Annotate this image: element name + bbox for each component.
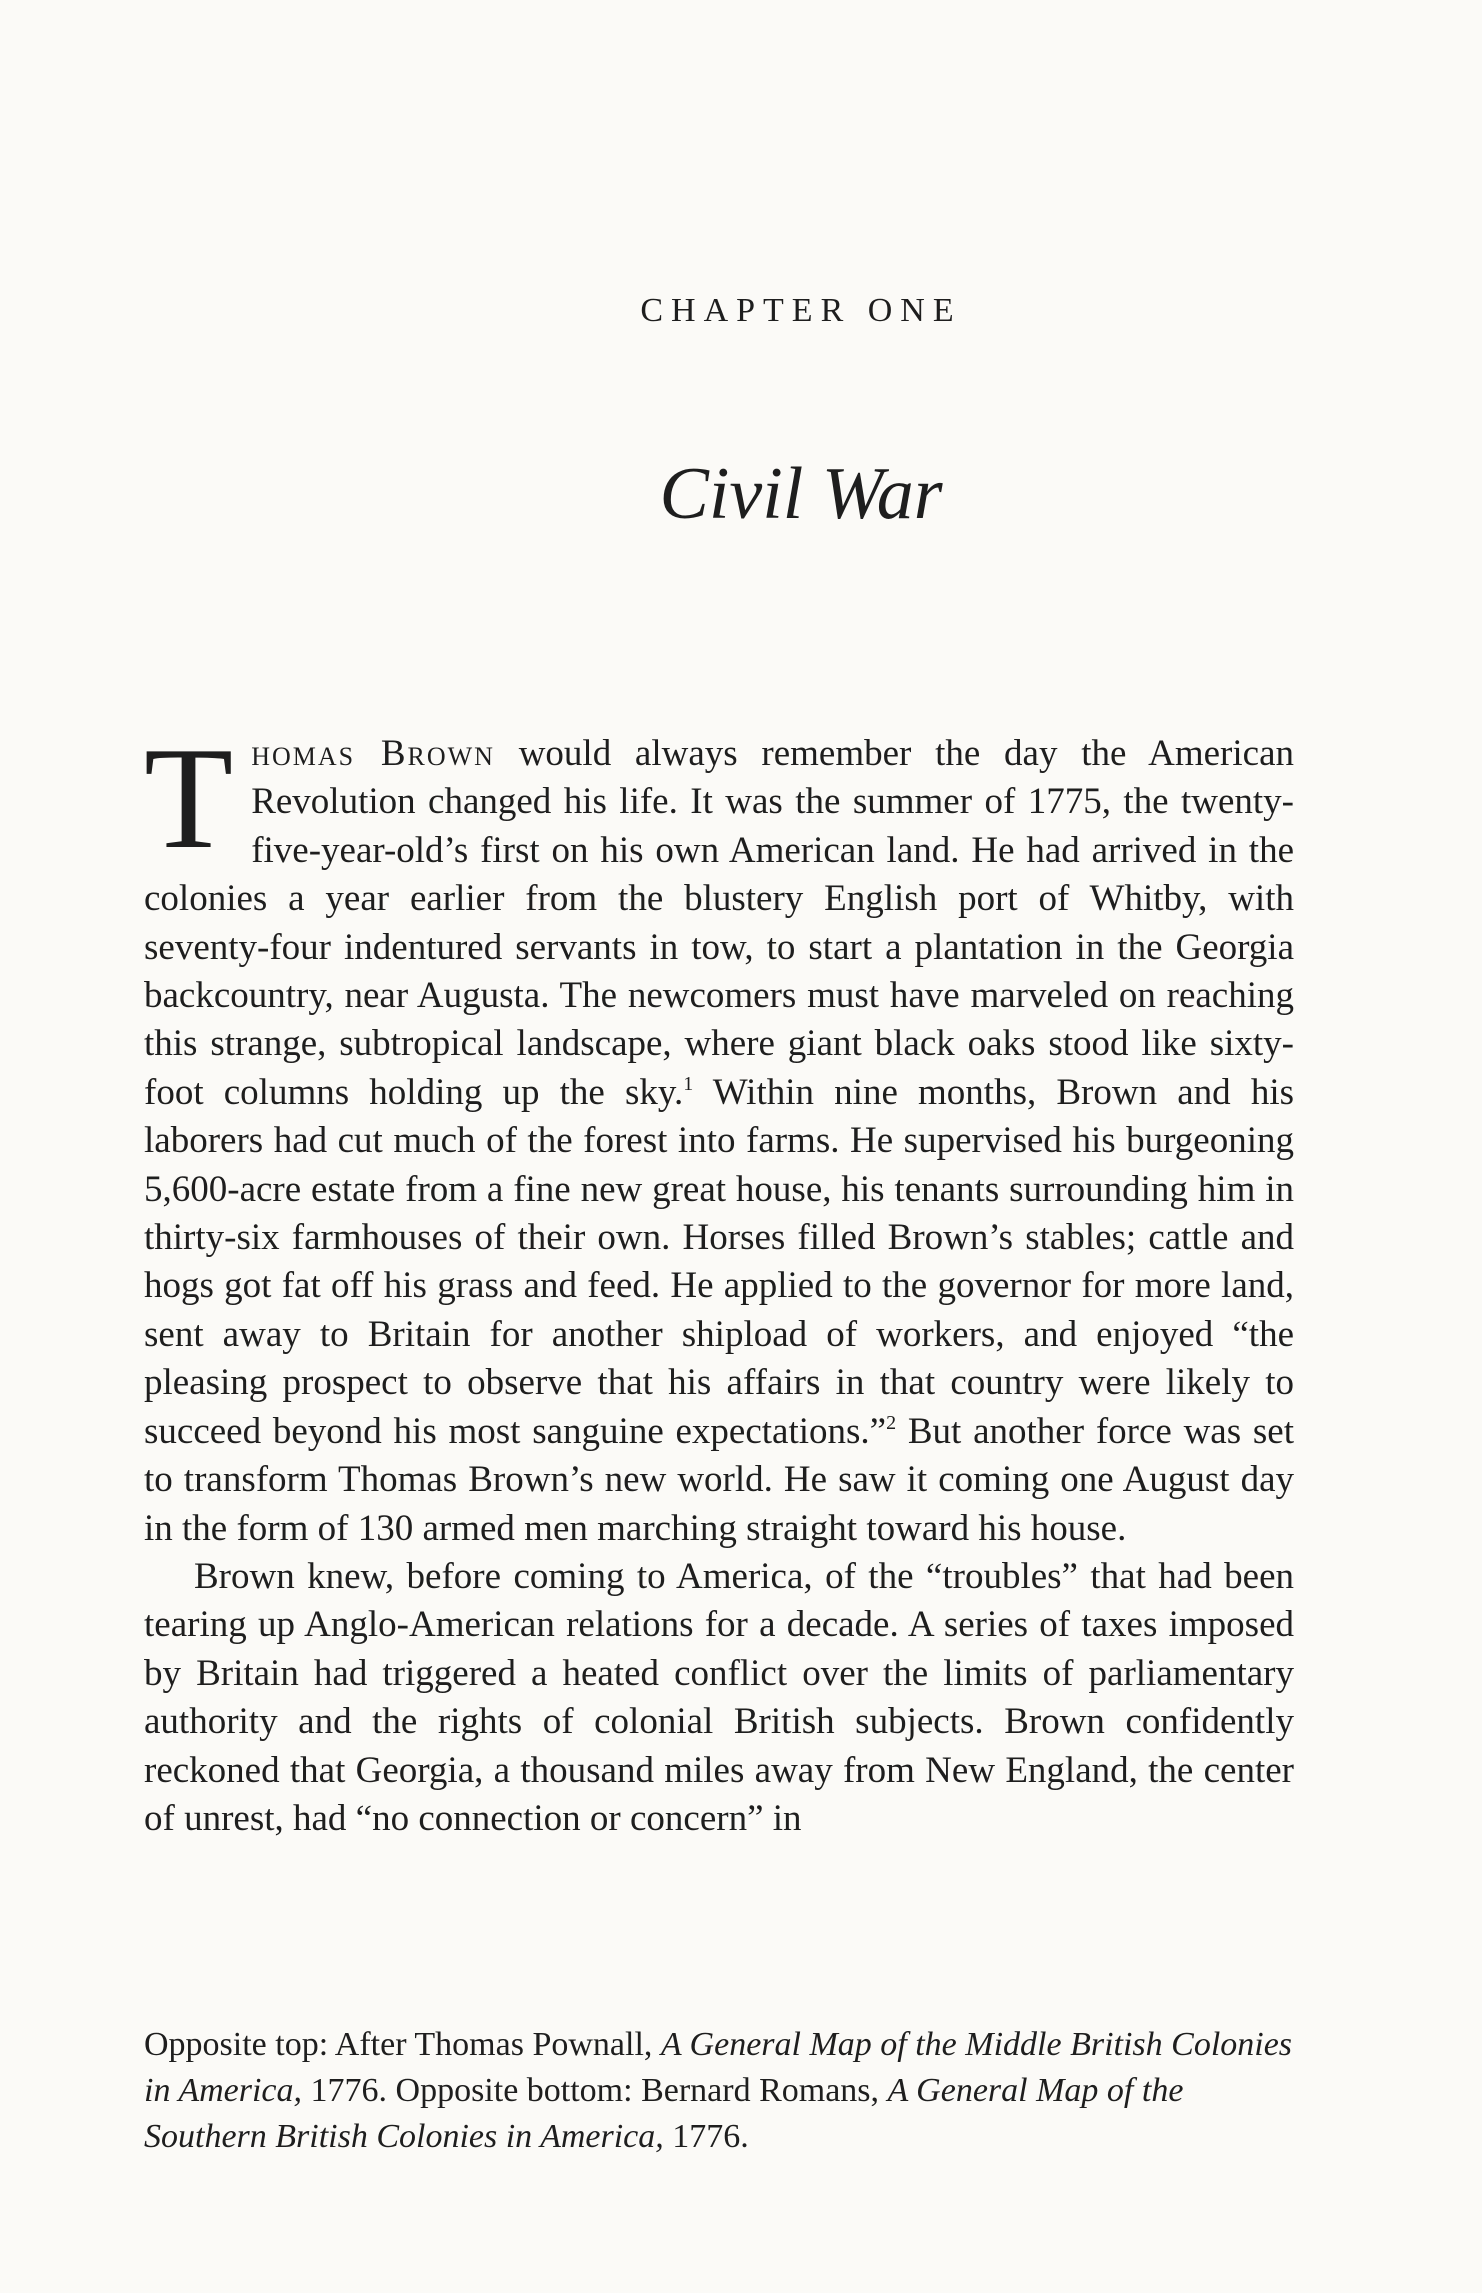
figure-caption <box>144 2022 1294 2160</box>
paragraph-1-text-a: would always remember the day the American Revolution changed his life. It was the summer of 1775, the twenty-five-year-old’s first on his own American land. He had arrived in the colonies a year earlier from the blustery English port of Whitby, with seventy-four indentured servants in tow, to start a plantation in the Georgia backcountry, near Augusta. The newcomers must have marveled on reaching this strange, subtropical landscape, where giant black oaks stood like sixty-foot columns holding up the sky. <box>144 733 1294 1113</box>
chapter-label: CHAPTER ONE <box>640 292 962 329</box>
paragraph-1 <box>144 717 1294 1553</box>
caption-part-3: 1776. <box>663 2118 749 2155</box>
paragraph-1-text-b: Within nine months, Brown and his laborers had cut much of the forest into farms. He supervised his burgeoning 5,600-acre estate from a fine new great house, his tenants surrounding him in thirty-six farmhouses of their own. Horses filled Brown’s stables; cattle and hogs got fat off his grass and feed. He applied to the governor for more land, sent away to Britain for another shipload of workers, and enjoyed “the pleasing prospect to observe that his affairs in that country were likely to succeed beyond his most sanguine expectations.” <box>144 1071 1294 1452</box>
drop-cap: T <box>144 717 234 879</box>
paragraph-2: Brown knew, before coming to America, of the “troubles” that had been tearing up Anglo-American relations for a decade. A series of taxes imposed by Britain had triggered a heated conflict over the limits of parliamentary authority and the rights of colonial British subjects. Brown confidently reckoned that Georgia, a thousand miles away from New England, the center of unrest, had “no connection or concern” in <box>144 1555 1294 1839</box>
caption-part-1: Opposite top: After Thomas Pownall, <box>144 2026 661 2063</box>
chapter-title: Civil War <box>659 453 943 535</box>
footnote-marker-2: 2 <box>886 1411 897 1434</box>
caption-map-title-2: A General Map of the Southern British Colonies in America, <box>144 2072 1184 2155</box>
smallcaps-lead: homas Brown <box>251 733 495 774</box>
paragraph-1-text-c: But another force was set to transform Thomas Brown’s new world. He saw it coming one August day in the form of 130 armed men marching straight toward his house. <box>144 1410 1294 1549</box>
body-text <box>144 717 1294 1843</box>
footnote-marker-1: 1 <box>683 1072 694 1095</box>
caption-part-2: 1776. Opposite bottom: Bernard Romans, <box>302 2072 888 2109</box>
caption-map-title-1: A General Map of the Middle British Colonies in America, <box>144 2026 1293 2109</box>
